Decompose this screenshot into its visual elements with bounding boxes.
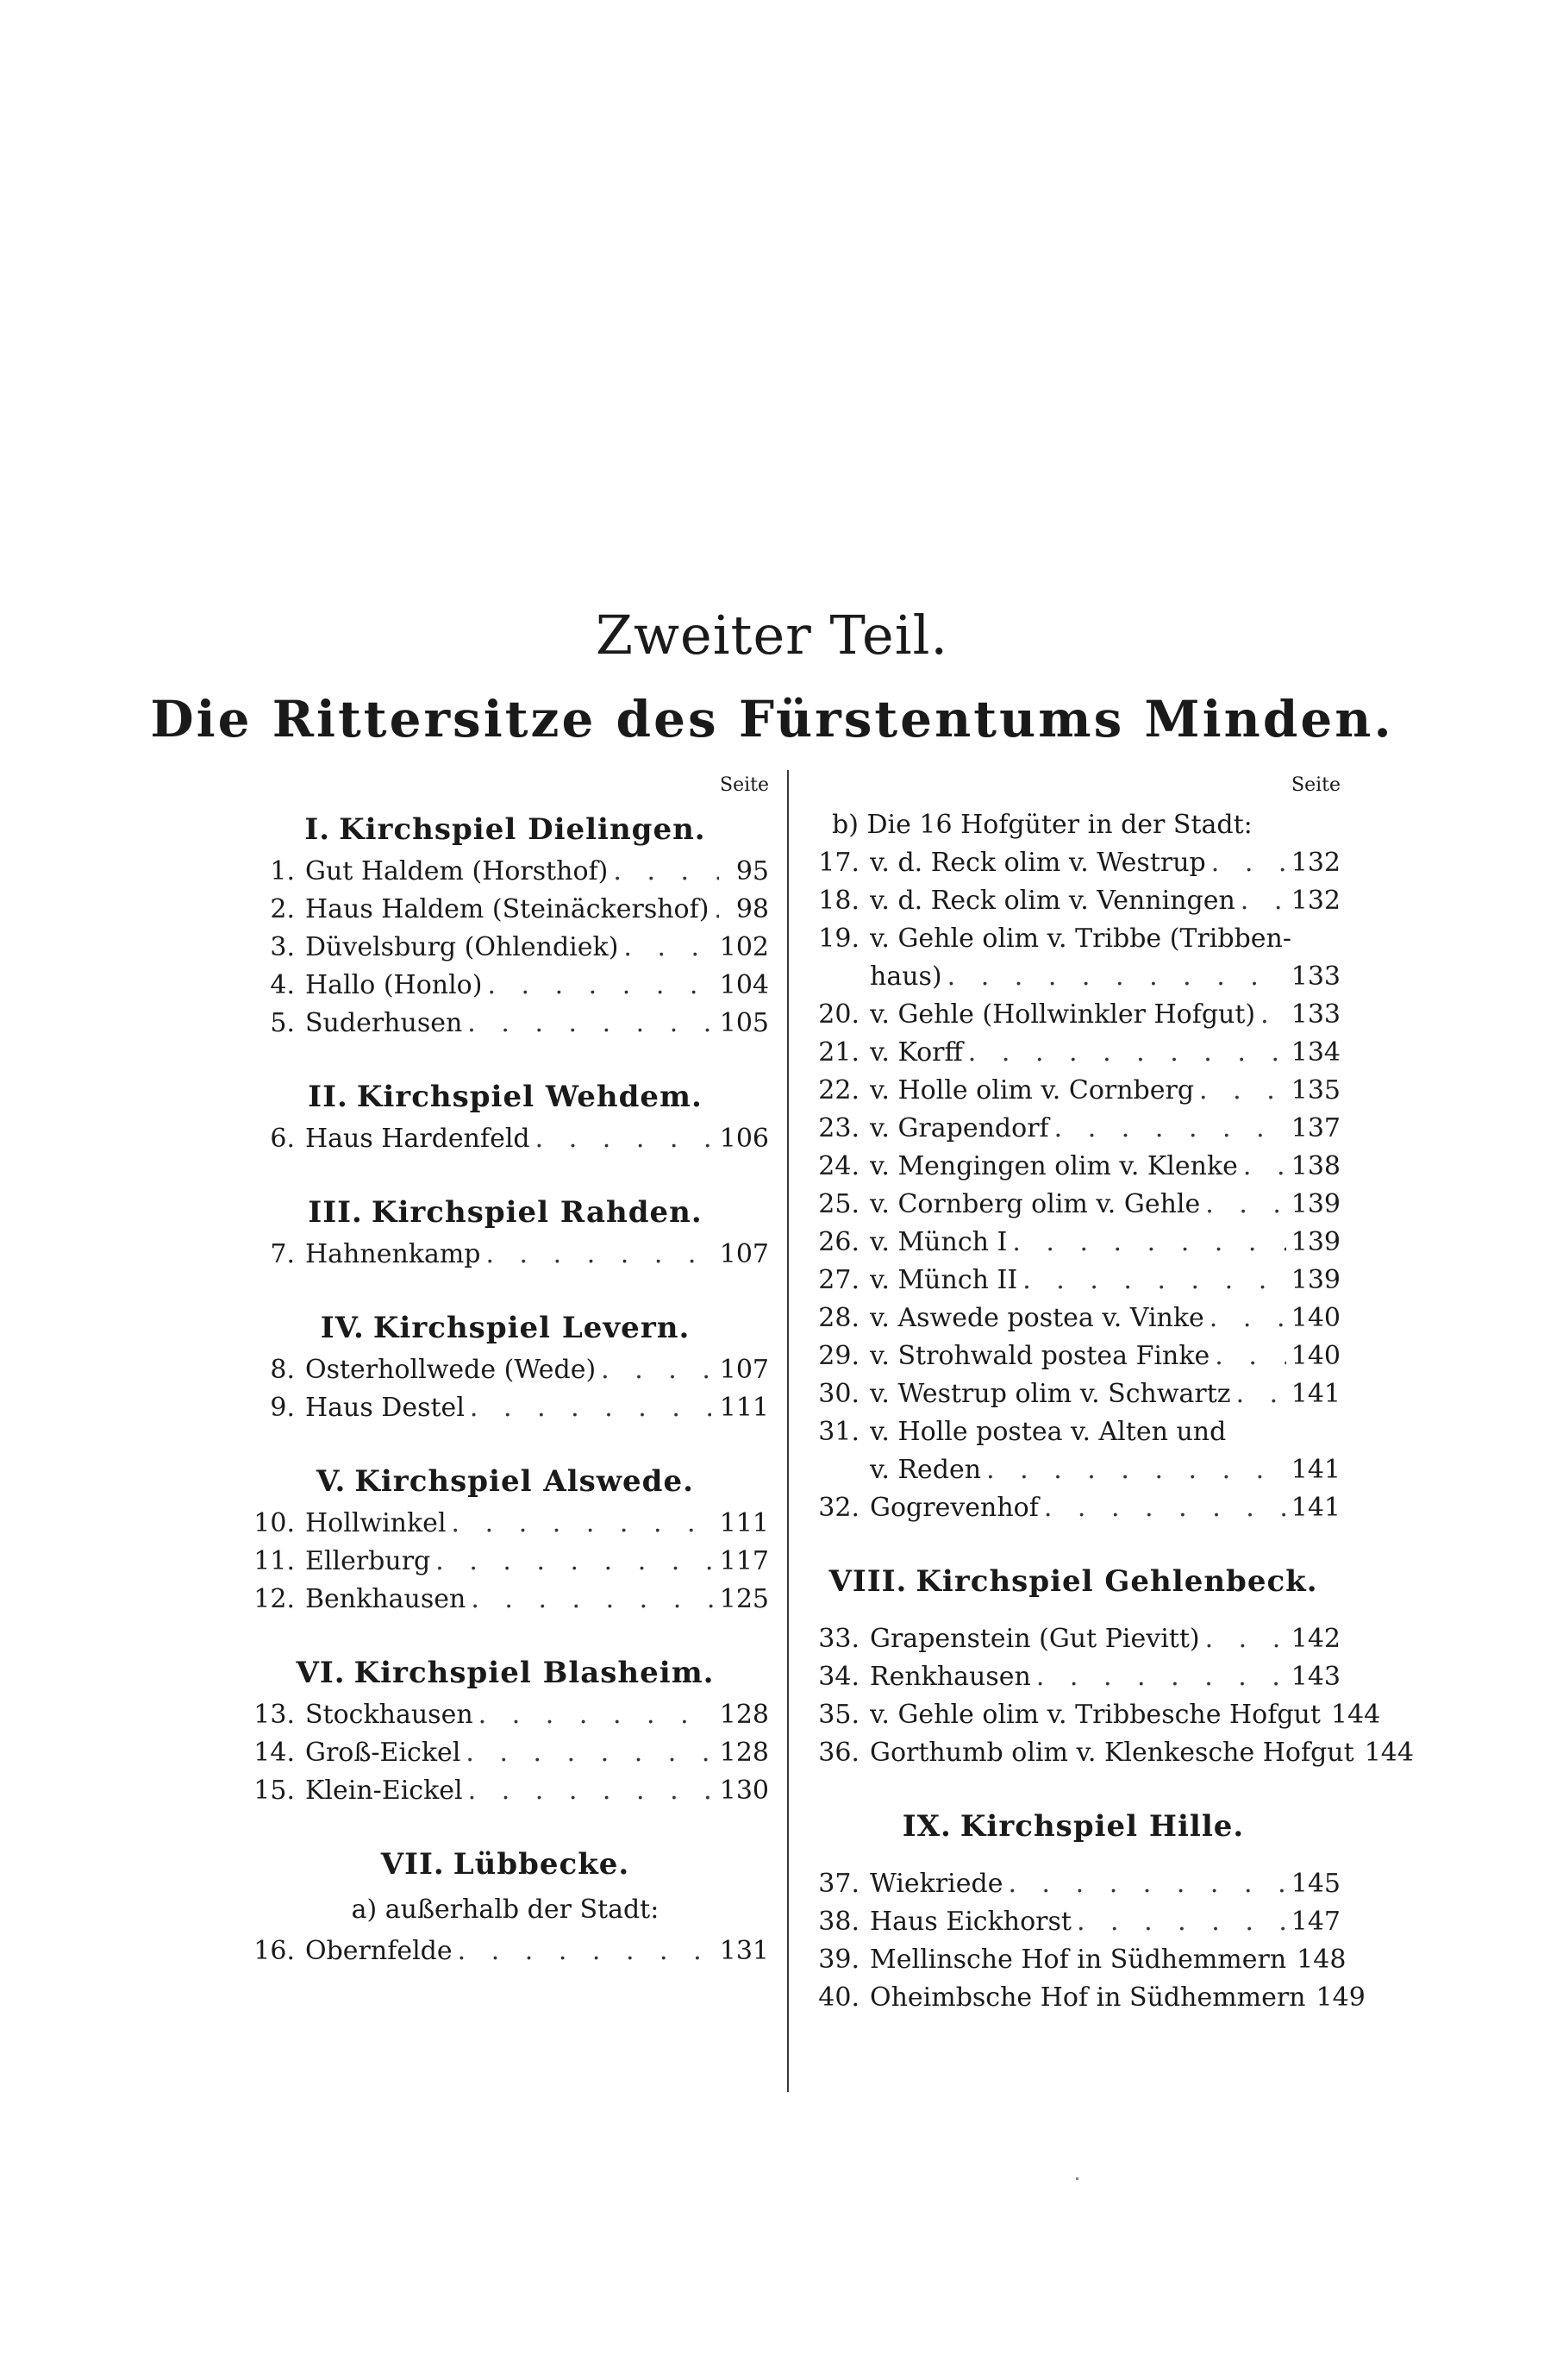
- leader-dots: [435, 1543, 714, 1581]
- entry-label: Gut Haldem (Horsthof): [305, 856, 609, 886]
- entry-number: 38.: [818, 1907, 860, 1937]
- entry-page: 131: [719, 1936, 769, 1966]
- entry-label: haus): [870, 961, 942, 992]
- entry-number: 9.: [270, 1393, 295, 1423]
- toc-entry: [806, 844, 1341, 882]
- entry-label: v. d. Reck olim v. Venningen: [870, 886, 1235, 916]
- section-title: Kirchspiel Dielingen.: [339, 812, 706, 847]
- entry-number: 37.: [818, 1869, 860, 1899]
- entry-page: 111: [719, 1508, 769, 1538]
- entry-label: v. Cornberg olim v. Gehle: [870, 1189, 1201, 1219]
- toc-entry: [241, 929, 769, 967]
- entry-label: v. Holle postea v. Alten und: [870, 1417, 1227, 1447]
- toc-entry: [806, 1224, 1341, 1262]
- entry-number: 2.: [270, 894, 295, 924]
- leader-dots: [1205, 1186, 1285, 1224]
- toc-entry: [806, 996, 1341, 1034]
- leader-dots: [714, 891, 719, 929]
- entry-page: 107: [719, 1355, 769, 1385]
- entry-label: v. Gehle (Hollwinkler Hofgut): [870, 999, 1256, 1030]
- section-heading: [241, 1841, 769, 1888]
- toc-entry: [806, 1658, 1341, 1696]
- toc-entry: [806, 1186, 1341, 1224]
- toc-entry: [806, 958, 1341, 996]
- entry-number: 27.: [818, 1265, 860, 1295]
- subheading: a) außerhalb der Stadt:: [351, 1895, 659, 1925]
- entry-page: 139: [1291, 1227, 1341, 1257]
- entry-label: Osterhollwede (Wede): [305, 1355, 597, 1385]
- leader-dots: [1241, 882, 1286, 920]
- section-roman: II.: [308, 1080, 348, 1114]
- entry-page: 140: [1291, 1341, 1341, 1371]
- entry-number: 14.: [253, 1738, 295, 1768]
- entry-page: 111: [719, 1393, 769, 1423]
- leader-dots: [1044, 1489, 1286, 1527]
- leader-dots: [1022, 1262, 1286, 1300]
- toc-entry: [241, 891, 769, 929]
- entry-label: v. Gehle olim v. Tribbe (Tribben-: [870, 924, 1291, 954]
- entry-page: 137: [1291, 1113, 1341, 1143]
- toc-entry: [241, 1236, 769, 1274]
- toc-entry: [806, 1620, 1341, 1658]
- leader-dots: [1199, 1072, 1286, 1110]
- entry-label: v. Mengingen olim v. Klenke: [870, 1151, 1238, 1181]
- leader-dots: [1036, 1658, 1286, 1696]
- entry-label: v. Gehle olim v. Tribbesche Hofgut: [870, 1700, 1321, 1730]
- section-title: Kirchspiel Gehlenbeck.: [916, 1564, 1318, 1599]
- entry-page: 142: [1291, 1624, 1341, 1654]
- leader-dots: [1243, 1148, 1286, 1186]
- leader-dots: [468, 1772, 715, 1810]
- section-heading: [241, 1074, 769, 1120]
- entry-page: 130: [719, 1776, 769, 1806]
- entry-label: Gogrevenhof: [870, 1493, 1039, 1523]
- entry-number: 1.: [270, 856, 295, 886]
- entry-page: 144: [1364, 1738, 1414, 1768]
- seite-label: Seite: [720, 774, 769, 796]
- entry-number: 12.: [253, 1584, 295, 1614]
- entry-label: Grapenstein (Gut Pievitt): [870, 1624, 1200, 1654]
- entry-page: 106: [719, 1124, 769, 1154]
- entry-label: Haus Haldem (Steinäckershof): [305, 894, 709, 924]
- entry-number: 13.: [253, 1700, 295, 1730]
- entry-page: 141: [1291, 1379, 1341, 1409]
- entry-group: [806, 1620, 1414, 1772]
- entry-label: Ellerburg: [305, 1546, 431, 1576]
- toc-entry: [241, 1351, 769, 1389]
- leader-dots: [1236, 1375, 1286, 1413]
- entry-group: [806, 1865, 1366, 2017]
- column-divider: [787, 770, 789, 2092]
- toc-entry: [241, 1734, 769, 1772]
- toc-entry: [241, 1005, 769, 1043]
- entry-number: 16.: [253, 1936, 295, 1966]
- entry-label: Mellinsche Hof in Südhemmern: [870, 1945, 1287, 1975]
- leader-dots: [1210, 1300, 1286, 1337]
- entry-label: Gorthumb olim v. Klenkesche Hofgut: [870, 1738, 1354, 1768]
- section-roman: V.: [316, 1464, 347, 1499]
- leader-dots: [452, 1505, 715, 1543]
- entry-label: Obernfelde: [305, 1936, 453, 1966]
- toc-entry: [241, 1581, 769, 1619]
- entry-page: 143: [1291, 1662, 1341, 1692]
- leader-dots: [1215, 1337, 1285, 1375]
- leader-dots: [1012, 1224, 1285, 1262]
- entry-page: 134: [1291, 1037, 1341, 1068]
- entry-number: 15.: [253, 1776, 295, 1806]
- toc-entry: [806, 1034, 1341, 1072]
- toc-entry: [241, 853, 769, 891]
- toc-entry: [241, 1932, 769, 1970]
- toc-entry: [806, 1903, 1341, 1941]
- section-roman: IV.: [320, 1311, 365, 1345]
- entry-number: 19.: [818, 924, 860, 954]
- entry-number: 18.: [818, 886, 860, 916]
- entry-label: v. Westrup olim v. Schwartz: [870, 1379, 1231, 1409]
- toc-entry: [806, 1451, 1341, 1489]
- leader-dots: [986, 1451, 1286, 1489]
- leader-dots: [1054, 1110, 1286, 1148]
- right-column: [806, 772, 1414, 2017]
- subheading: b) Die 16 Hofgüter in der Stadt:: [832, 810, 1253, 840]
- section-title: Kirchspiel Blasheim.: [353, 1656, 715, 1690]
- entry-label: Benkhausen: [305, 1584, 466, 1614]
- entry-number: 23.: [818, 1113, 860, 1143]
- entry-label: Suderhusen: [305, 1008, 463, 1038]
- entry-page: 139: [1291, 1265, 1341, 1295]
- entry-page: 128: [719, 1700, 769, 1730]
- entry-page: 128: [719, 1738, 769, 1768]
- entry-page: 104: [719, 970, 769, 1000]
- entry-label: Düvelsburg (Ohlendiek): [305, 932, 619, 962]
- toc-entry: [806, 1489, 1341, 1527]
- toc-entry: [241, 1772, 769, 1810]
- leader-dots: [1260, 996, 1286, 1034]
- toc-entry: [806, 1110, 1341, 1148]
- section-heading: [806, 1558, 1341, 1605]
- entry-number: 39.: [818, 1945, 860, 1975]
- entry-page: 117: [719, 1546, 769, 1576]
- leader-dots: [613, 853, 719, 891]
- toc-entry: [806, 1148, 1341, 1186]
- entry-page: 141: [1291, 1455, 1341, 1485]
- entry-page: 133: [1291, 999, 1341, 1030]
- entry-label: Haus Destel: [305, 1393, 465, 1423]
- entry-label: v. Münch I: [870, 1227, 1008, 1257]
- entry-number: 5.: [270, 1008, 295, 1038]
- toc-entry: [241, 1505, 769, 1543]
- entry-page: 145: [1291, 1869, 1341, 1899]
- entry-label: v. Grapendorf: [870, 1113, 1049, 1143]
- leader-dots: [485, 1236, 714, 1274]
- section-title: Lübbecke.: [453, 1847, 630, 1882]
- entry-number: 35.: [818, 1700, 860, 1730]
- entry-page: 144: [1330, 1700, 1381, 1730]
- entry-number: 10.: [253, 1508, 295, 1538]
- entry-number: 25.: [818, 1189, 860, 1219]
- entry-number: 8.: [270, 1355, 295, 1385]
- entry-number: 31.: [818, 1417, 860, 1447]
- toc-entry: [806, 1979, 1366, 2017]
- section-heading: [241, 806, 769, 853]
- section-roman: VI.: [296, 1656, 346, 1690]
- section-title: Kirchspiel Levern.: [372, 1311, 691, 1345]
- entry-page: 95: [735, 856, 769, 886]
- entry-page: 132: [1291, 848, 1341, 878]
- section-heading: [241, 1650, 769, 1696]
- toc-entry: [241, 967, 769, 1005]
- section-heading: [241, 1305, 769, 1351]
- entry-number: 40.: [818, 1982, 860, 2013]
- section-heading: [806, 1803, 1341, 1850]
- entry-number: 26.: [818, 1227, 860, 1257]
- leader-dots: [467, 1005, 714, 1043]
- entry-label: v. Münch II: [870, 1265, 1018, 1295]
- entry-label: Hallo (Honlo): [305, 970, 483, 1000]
- entry-number: 24.: [818, 1151, 860, 1181]
- entry-page: 125: [719, 1584, 769, 1614]
- section-title: Kirchspiel Wehdem.: [356, 1080, 703, 1114]
- entry-label: Wiekriede: [870, 1869, 1003, 1899]
- entry-group: [806, 844, 1341, 1527]
- leader-dots: [487, 967, 714, 1005]
- leader-dots: [470, 1389, 715, 1427]
- toc-entry: [806, 1696, 1381, 1734]
- section-roman: VII.: [380, 1847, 445, 1882]
- toc-entry: [806, 1072, 1341, 1110]
- page-title: Die Rittersitze des Fürstentums Minden.: [150, 690, 1394, 748]
- entry-label: v. Korff: [870, 1037, 963, 1068]
- entry-number: 34.: [818, 1662, 860, 1692]
- entry-number: 33.: [818, 1624, 860, 1654]
- entry-number: 11.: [253, 1546, 295, 1576]
- seite-label: Seite: [1291, 774, 1341, 796]
- entry-page: 105: [719, 1008, 769, 1038]
- leader-dots: [623, 929, 714, 967]
- section-roman: III.: [308, 1195, 363, 1230]
- section-roman: VIII.: [828, 1564, 908, 1599]
- entry-page: 133: [1291, 961, 1341, 992]
- entry-label: v. Reden: [870, 1455, 982, 1485]
- entry-page: 98: [735, 894, 769, 924]
- left-column: [241, 772, 769, 1970]
- leader-dots: [1211, 844, 1286, 882]
- leader-dots: [1008, 1865, 1285, 1903]
- entry-label: Hollwinkel: [305, 1508, 447, 1538]
- leader-dots: [968, 1034, 1286, 1072]
- entry-number: 7.: [270, 1239, 295, 1269]
- toc-entry: [806, 1734, 1414, 1772]
- toc-entry: [806, 882, 1341, 920]
- section-roman: I.: [304, 812, 331, 847]
- entry-label: Oheimbsche Hof in Südhemmern: [870, 1982, 1306, 2013]
- entry-page: 147: [1291, 1907, 1341, 1937]
- toc-entry: [806, 1300, 1341, 1337]
- entry-number: 21.: [818, 1037, 860, 1068]
- toc-entry: [806, 1941, 1347, 1979]
- section-heading: [241, 1189, 769, 1236]
- entry-page: 141: [1291, 1493, 1341, 1523]
- entry-number: 17.: [818, 848, 860, 878]
- entry-page: 149: [1316, 1982, 1366, 2013]
- entry-number: 32.: [818, 1493, 860, 1523]
- entry-page: 139: [1291, 1189, 1341, 1219]
- entry-label: Haus Eickhorst: [870, 1907, 1072, 1937]
- entry-number: 3.: [270, 932, 295, 962]
- entry-label: Groß-Eickel: [305, 1738, 461, 1768]
- leader-dots: [1205, 1620, 1286, 1658]
- toc-entry: [241, 1543, 769, 1581]
- entry-number: 30.: [818, 1379, 860, 1409]
- section-heading: [241, 1458, 769, 1505]
- entry-page: 107: [719, 1239, 769, 1269]
- toc-entry: [806, 1413, 1341, 1451]
- entry-page: 132: [1291, 886, 1341, 916]
- entry-number: 29.: [818, 1341, 860, 1371]
- entry-label: Renkhausen: [870, 1662, 1031, 1692]
- toc-entry: [241, 1389, 769, 1427]
- entry-label: v. Strohwald postea Finke: [870, 1341, 1210, 1371]
- entry-number: 28.: [818, 1303, 860, 1333]
- entry-page: 135: [1291, 1075, 1341, 1105]
- entry-label: v. Holle olim v. Cornberg: [870, 1075, 1195, 1105]
- speck: [1076, 2177, 1078, 2180]
- entry-number: 6.: [270, 1124, 295, 1154]
- section-title: Kirchspiel Rahden.: [371, 1195, 703, 1230]
- toc-entry: [806, 1375, 1341, 1413]
- leader-dots: [471, 1581, 714, 1619]
- toc-entry: [806, 1865, 1341, 1903]
- toc-entry: [806, 920, 1341, 958]
- entry-number: 22.: [818, 1075, 860, 1105]
- entry-number: 4.: [270, 970, 295, 1000]
- leader-dots: [466, 1734, 714, 1772]
- entry-label: Haus Hardenfeld: [305, 1124, 530, 1154]
- entry-number: 36.: [818, 1738, 860, 1768]
- entry-label: v. d. Reck olim v. Westrup: [870, 848, 1206, 878]
- entry-page: 148: [1297, 1945, 1347, 1975]
- leader-dots: [535, 1120, 715, 1158]
- entry-label: Stockhausen: [305, 1700, 473, 1730]
- leader-dots: [601, 1351, 715, 1389]
- toc-entry: [806, 1262, 1341, 1300]
- leader-dots: [947, 958, 1286, 996]
- leader-dots: [1077, 1903, 1286, 1941]
- leader-dots: [478, 1696, 715, 1734]
- entry-label: Hahnenkamp: [305, 1239, 481, 1269]
- section-title: Kirchspiel Alswede.: [354, 1464, 694, 1499]
- entry-page: 102: [719, 932, 769, 962]
- toc-entry: [806, 1337, 1341, 1375]
- leader-dots: [458, 1932, 715, 1970]
- toc-entry: [241, 1696, 769, 1734]
- entry-page: 138: [1291, 1151, 1341, 1181]
- entry-label: v. Aswede postea v. Vinke: [870, 1303, 1204, 1333]
- entry-page: 140: [1291, 1303, 1341, 1333]
- section-roman: IX.: [902, 1809, 952, 1844]
- part-title: Zweiter Teil.: [595, 604, 949, 667]
- section-title: Kirchspiel Hille.: [960, 1809, 1245, 1844]
- entry-number: 20.: [818, 999, 860, 1030]
- toc-entry: [241, 1120, 769, 1158]
- entry-label: Klein-Eickel: [305, 1776, 463, 1806]
